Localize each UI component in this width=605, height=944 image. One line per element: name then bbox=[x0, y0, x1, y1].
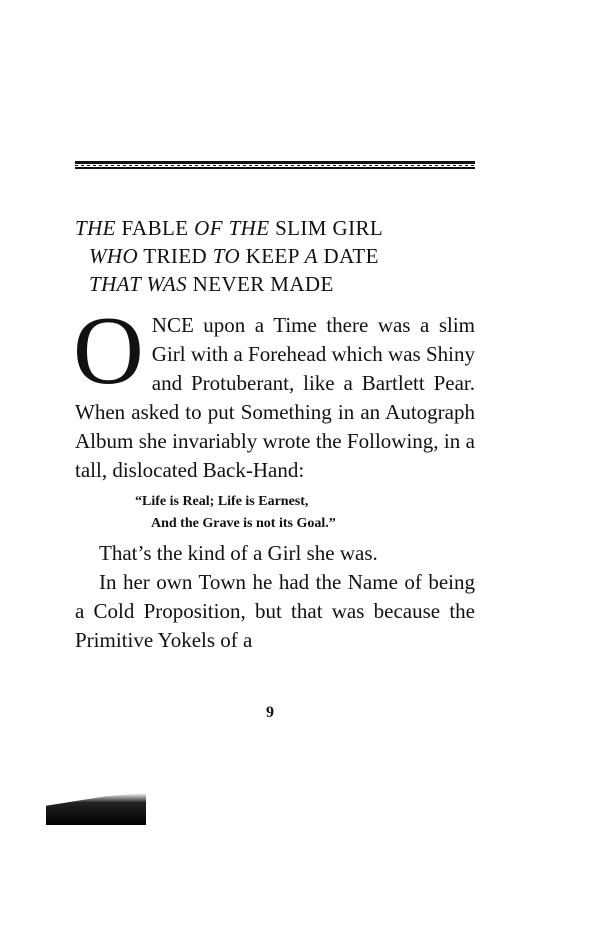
title-line-3 bbox=[75, 270, 495, 298]
bottom-rule bbox=[75, 167, 475, 169]
title-segment: OF THE bbox=[194, 216, 270, 240]
title-segment: NEVER MADE bbox=[187, 272, 334, 296]
fable-title bbox=[75, 214, 495, 298]
title-segment: THE bbox=[75, 216, 116, 240]
paragraph-2: That’s the kind of a Girl she was. bbox=[99, 541, 378, 565]
quote-line-2: And the Grave is not its Goal.” bbox=[151, 516, 336, 531]
title-segment: DATE bbox=[317, 244, 379, 268]
paragraph-1: NCE upon a Time there was a slim Girl with a Forehead which was Shiny and Protuberant, like a Bartlett Pear. When asked to put Something in an Autograph Album she invariably wrote the Following, in a tall, dislocated Back-Hand: bbox=[75, 313, 475, 482]
quote-line-1: “Life is Real; Life is Earnest, bbox=[135, 494, 309, 509]
paragraph-3: In her own Town he had the Name of being a Cold Proposition, but that was because the Primitive Yokels of a bbox=[75, 570, 475, 652]
title-segment: TO bbox=[212, 244, 241, 268]
title-segment: FABLE bbox=[115, 216, 195, 240]
title-line-2 bbox=[75, 242, 495, 270]
title-segment: WHO bbox=[89, 244, 139, 268]
title-segment: A bbox=[304, 244, 318, 268]
drop-cap: O bbox=[73, 297, 144, 405]
title-segment: TRIED bbox=[138, 244, 213, 268]
title-segment: THAT WAS bbox=[89, 272, 187, 296]
page-number: 9 bbox=[266, 704, 274, 721]
scan-smudge bbox=[46, 793, 146, 825]
body-text bbox=[73, 297, 475, 655]
title-line-1 bbox=[75, 214, 495, 242]
title-segment: KEEP bbox=[240, 244, 305, 268]
top-rule bbox=[75, 161, 475, 164]
dotted-rule bbox=[75, 165, 475, 166]
title-segment: SLIM GIRL bbox=[269, 216, 384, 240]
quotation bbox=[135, 491, 475, 535]
